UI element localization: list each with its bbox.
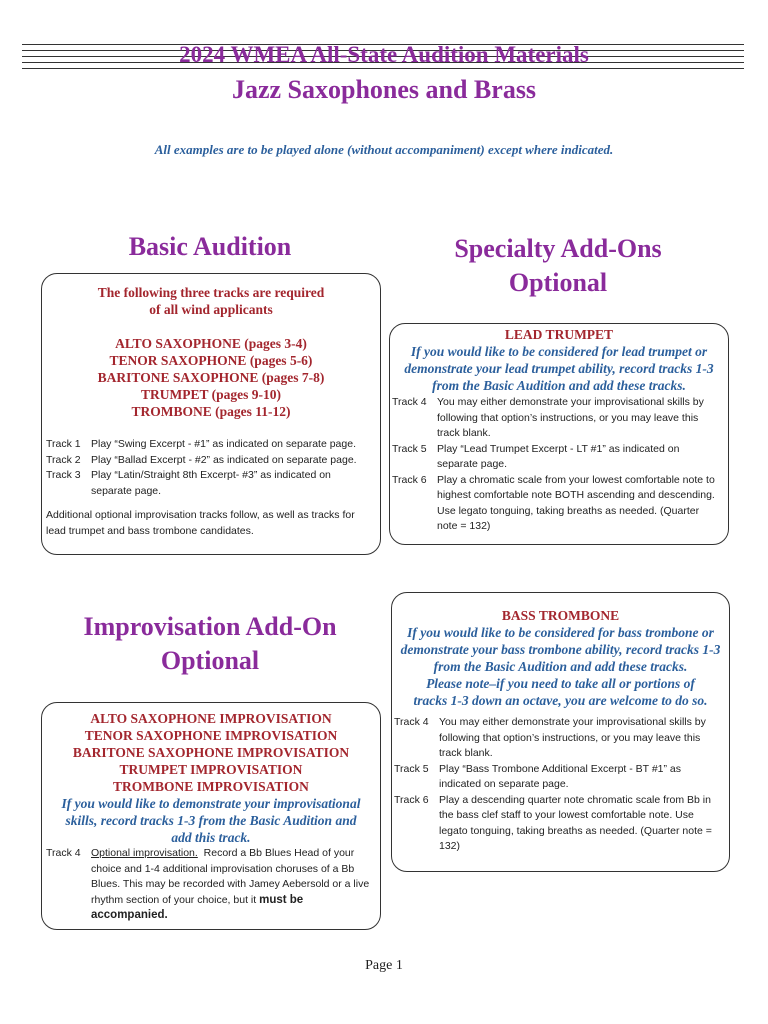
improv-baritone: BARITONE SAXOPHONE IMPROVISATION (72, 745, 350, 760)
page-number: Page 1 (365, 958, 403, 973)
basic-audition-box (41, 273, 381, 555)
bass-trombone-title: BASS TROMBONE (501, 608, 620, 623)
required-line-1: The following three tracks are required (97, 285, 325, 300)
page-title: 2024 WMEA All-State Audition Materials (179, 42, 589, 67)
lead-trumpet-title: LEAD TRUMPET (504, 327, 614, 342)
bass-trombone-intro: If you would like to be considered for bass trombone or demonstrate your bass trombone ability, record tracks 1-3 from the Basic Audition and add these tracks. (400, 625, 721, 674)
must-be-accompanied: must be accompanied. (91, 893, 304, 921)
track-row: Track 3 Play “Latin/Straight 8th Excerpt- #3” as indicated on separate page. (46, 469, 331, 497)
lead-trumpet-box (389, 323, 729, 545)
lead-trumpet-intro: If you would like to be considered for lead trumpet or demonstrate your lead trumpet ability, record tracks 1-3 from the Basic Audition and add these tracks. (404, 344, 714, 393)
improvisation-heading: Improvisation Add-On Optional (83, 612, 337, 675)
track-row: Track 1 Play “Swing Excerpt - #1” as indicated on separate page. (46, 438, 356, 450)
track-row: Track 6 Play a chromatic scale from your lowest comfortable note to highest comfortable note BOTH ascending and descending. Use legato tonguing, taking breaths as needed. (Quarter note = 132) (392, 473, 715, 532)
instrument-trombone: TROMBONE (pages 11-12) (131, 404, 291, 419)
improv-tenor: TENOR SAXOPHONE IMPROVISATION (84, 728, 338, 743)
optional-improv-title: Optional improvisation. (91, 847, 198, 859)
track-row: Track 4 You may either demonstrate your improvisational skills by following that option’s instructions, or you may leave this track blank. (392, 396, 704, 439)
track-row: Track 4 You may either demonstrate your improvisational skills by following that option’s instructions, or you may leave this track blank. (394, 716, 706, 759)
improvisation-box (41, 702, 381, 930)
track-row: Track 5 Play “Lead Trumpet Excerpt - LT #1” as indicated on separate page. (392, 442, 680, 470)
track-row: Track 2 Play “Ballad Excerpt - #2” as indicated on separate page. (46, 453, 357, 466)
basic-audition-heading: Basic Audition (128, 232, 292, 261)
improv-trumpet: TRUMPET IMPROVISATION (119, 762, 303, 777)
track-row: Track 5 Play “Bass Trombone Additional Excerpt - BT #1” as indicated on separate page. (394, 762, 682, 790)
track-row: Track 6 Play a descending quarter note chromatic scale from Bb in the bass clef staff to your lowest comfortable note. Use legato tonguing, taking breaths as needed. (Quarter note = 132) (394, 793, 712, 852)
bass-trombone-box (391, 592, 730, 872)
track-row: Track 4 Optional improvisation. Record a Bb Blues Head of your choice and 1-4 additional improvisation choruses of a Bb Blues. This may be recorded with Jamey Aebersold or a live rhythm section of your choice, but it must be accompanied. (46, 847, 370, 921)
improv-trombone: TROMBONE IMPROVISATION (113, 779, 309, 794)
instrument-trumpet: TRUMPET (pages 9-10) (141, 387, 281, 402)
additional-note: Additional optional improvisation tracks follow, as well as tracks for lead trumpet and bass trombone candidates. (46, 509, 355, 537)
intro-note: All examples are to be played alone (without accompaniment) except where indicated. (154, 142, 614, 157)
required-line-2: of all wind applicants (149, 302, 273, 317)
bass-trombone-octave-note: Please note–if you need to take all or portions of tracks 1-3 down an octave, you are welcome to do so. (413, 676, 708, 708)
page-subtitle: Jazz Saxophones and Brass (231, 75, 537, 104)
instrument-tenor: TENOR SAXOPHONE (pages 5-6) (109, 353, 313, 368)
specialty-heading: Specialty Add-Ons Optional (454, 234, 662, 297)
instrument-baritone: BARITONE SAXOPHONE (pages 7-8) (97, 370, 325, 385)
instrument-alto: ALTO SAXOPHONE (pages 3-4) (115, 336, 307, 351)
improv-intro: If you would like to demonstrate your improvisational skills, record tracks 1-3 from the Basic Audition and add this track. (61, 796, 361, 845)
improv-alto: ALTO SAXOPHONE IMPROVISATION (90, 711, 332, 726)
